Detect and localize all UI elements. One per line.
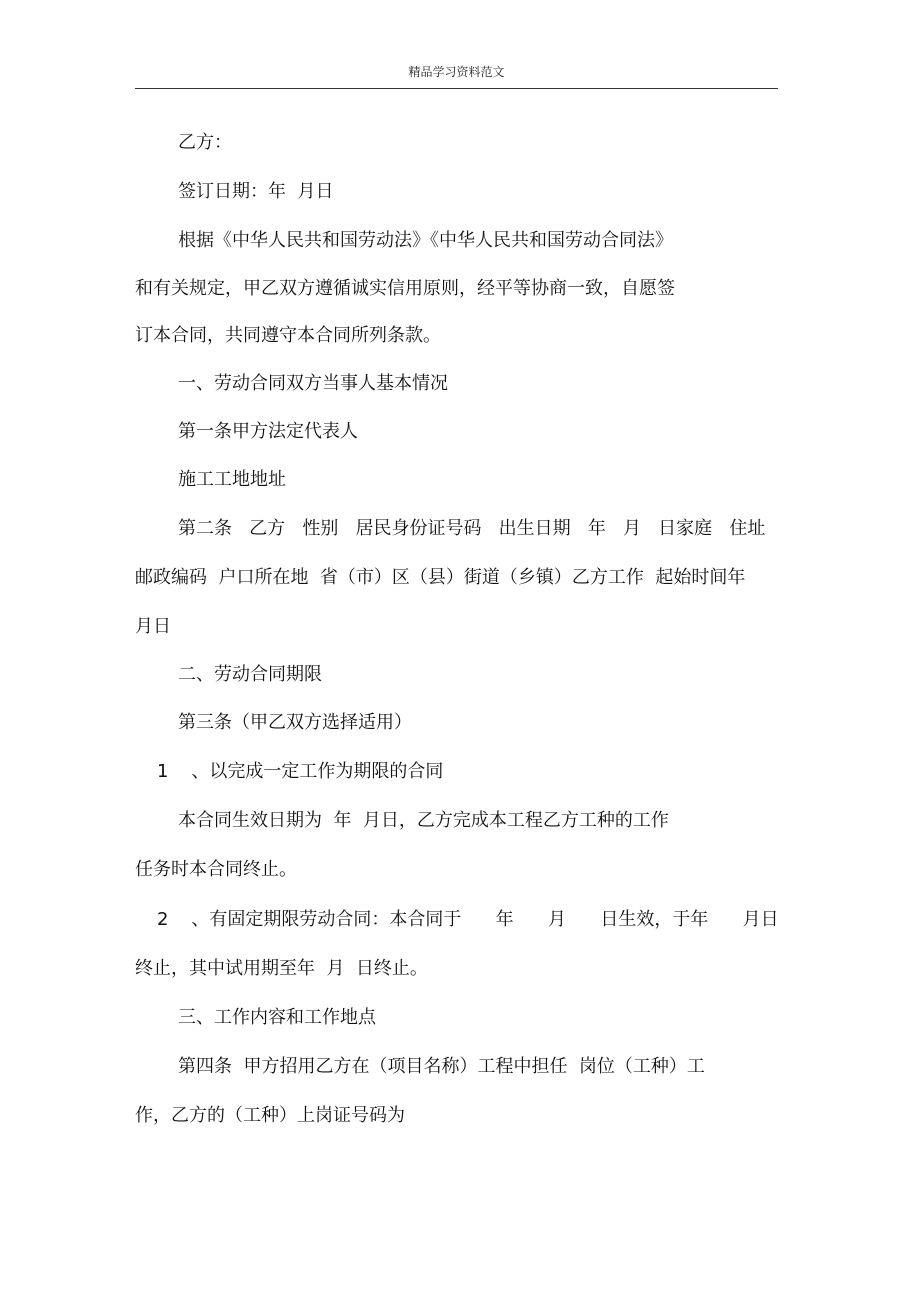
party-b-line: 乙方： (178, 132, 232, 153)
option-2-line-2: 终止，其中试用期至年 月 日终止。 (135, 958, 428, 979)
preamble-line-1: 根据《中华人民共和国劳动法》《中华人民共和国劳动合同法》 (178, 230, 673, 251)
article-2-line-1: 第二条 乙方 性别 居民身份证号码 出生日期 年 月 日家庭 住址 (178, 518, 766, 539)
article-2-line-3: 月日 (135, 616, 171, 637)
section-2-heading: 二、劳动合同期限 (178, 664, 322, 685)
article-4-line-1: 第四条 甲方招用乙方在（项目名称）工程中担任 岗位（工种）工 (178, 1056, 705, 1077)
option-2-line-1: 2 、有固定期限劳动合同：本合同于 年 月 日生效，于年 月日 (157, 909, 779, 930)
article-1-line: 第一条甲方法定代表人 (178, 421, 358, 442)
article-4-line-2: 作，乙方的（工种）上岗证号码为 (135, 1105, 405, 1126)
option-1-line-2: 任务时本合同终止。 (135, 859, 297, 880)
option-1-line-1: 本合同生效日期为 年 月日，乙方完成本工程乙方工种的工作 (178, 810, 669, 831)
preamble-line-3: 订本合同，共同遵守本合同所列条款。 (135, 325, 441, 346)
article-3-line: 第三条（甲乙双方选择适用） (178, 712, 412, 733)
article-2-line-2: 邮政编码 户口所在地 省（市）区（县）街道（乡镇）乙方工作 起始时间年 (135, 567, 746, 588)
preamble-line-2: 和有关规定，甲乙双方遵循诚实信用原则，经平等协商一致，自愿签 (135, 278, 675, 299)
site-address-line: 施工工地地址 (178, 469, 286, 490)
page-header: 精品学习资料范文 (408, 65, 505, 79)
option-1-heading: 1 、以完成一定工作为期限的合同 (157, 761, 444, 782)
signing-date-line: 签订日期：年 月日 (178, 181, 334, 202)
section-3-heading: 三、工作内容和工作地点 (178, 1007, 376, 1028)
header-divider (135, 88, 778, 89)
section-1-heading: 一、劳动合同双方当事人基本情况 (178, 373, 448, 394)
